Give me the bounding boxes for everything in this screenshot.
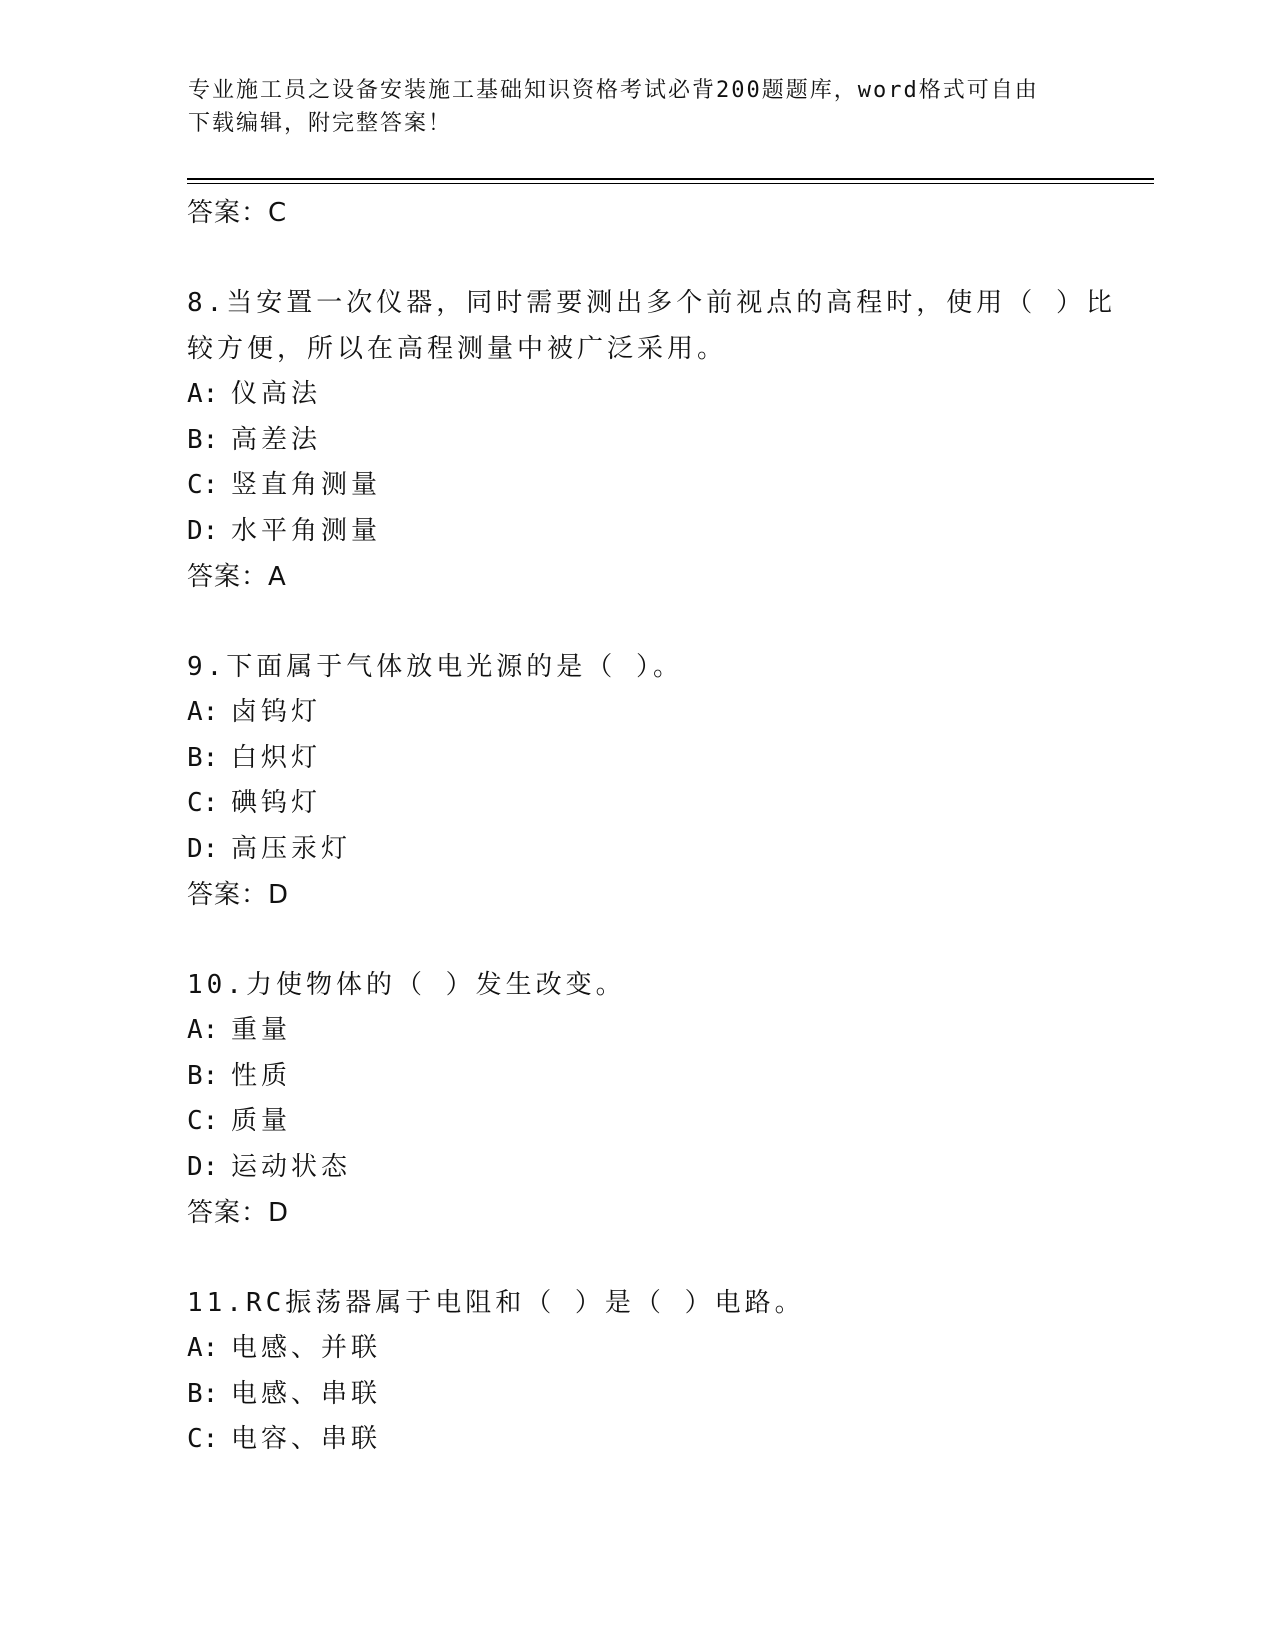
question-text: 9.下面属于气体放电光源的是（ ）。: [187, 652, 683, 682]
option-a: [187, 372, 1127, 418]
question-text: 10.力使物体的（ ）发生改变。: [187, 970, 626, 1000]
option-text: 电感、并联: [231, 1333, 382, 1363]
option-letter: B:: [187, 424, 219, 455]
option-letter: A:: [187, 697, 219, 727]
option-text: 运动状态: [231, 1151, 352, 1182]
option-d: [187, 1145, 1127, 1191]
option-letter: D:: [187, 515, 219, 546]
option-b: [187, 736, 1127, 782]
option-d: [187, 827, 1127, 873]
option-a: [187, 690, 1127, 736]
option-text: 高压汞灯: [231, 833, 352, 864]
option-b: [187, 418, 1127, 464]
option-letter: B:: [187, 742, 219, 773]
document-header: [188, 74, 1088, 140]
question-block-10: [187, 962, 1127, 1236]
option-b: [187, 1054, 1127, 1100]
option-letter: C:: [187, 1424, 219, 1454]
option-letter: A:: [187, 1333, 219, 1363]
option-letter: A:: [187, 1015, 219, 1045]
option-text: 重量: [231, 1015, 292, 1045]
question-block-8: [187, 280, 1127, 600]
option-letter: A:: [187, 379, 219, 409]
option-text: 电感、串联: [231, 1378, 382, 1409]
question-list: [187, 190, 1127, 1463]
option-c: [187, 463, 1127, 509]
option-a: [187, 1008, 1127, 1054]
option-letter: C:: [187, 1106, 219, 1136]
header-line-2: 下载编辑，附完整答案！: [188, 111, 453, 136]
answer-line: 答案：D: [187, 880, 290, 910]
option-text: 仪高法: [231, 379, 322, 409]
option-text: 卤钨灯: [231, 697, 322, 727]
question-block-9: [187, 644, 1127, 918]
option-text: 碘钨灯: [231, 788, 322, 818]
answer-line: 答案：C: [187, 198, 288, 228]
answer-line: 答案：D: [187, 1198, 290, 1228]
option-letter: D:: [187, 833, 219, 864]
question-block-11: [187, 1280, 1127, 1463]
option-b: [187, 1372, 1127, 1418]
question-text: 8.当安置一次仪器，同时需要测出多个前视点的高程时，使用（ ）比较方便，所以在高程测量中被广泛采用。: [187, 288, 1116, 364]
option-c: [187, 1417, 1127, 1463]
answer-line: 答案：A: [187, 562, 287, 592]
option-text: 竖直角测量: [231, 470, 382, 500]
header-rule-thick: [187, 178, 1154, 180]
option-d: [187, 509, 1127, 555]
option-letter: D:: [187, 1151, 219, 1182]
header-line-1: 专业施工员之设备安装施工基础知识资格考试必背200题题库，word格式可自由: [188, 78, 1039, 103]
option-c: [187, 1099, 1127, 1145]
question-text: 11.RC振荡器属于电阻和（ ）是（ ）电路。: [187, 1288, 805, 1318]
option-text: 白炽灯: [231, 742, 322, 773]
header-rule-thin: [187, 183, 1154, 184]
option-a: [187, 1326, 1127, 1372]
option-letter: C:: [187, 470, 219, 500]
option-letter: C:: [187, 788, 219, 818]
option-c: [187, 781, 1127, 827]
option-text: 水平角测量: [231, 515, 382, 546]
option-text: 电容、串联: [231, 1424, 382, 1454]
option-text: 质量: [231, 1106, 292, 1136]
option-letter: B:: [187, 1378, 219, 1409]
option-letter: B:: [187, 1060, 219, 1091]
option-text: 性质: [231, 1060, 292, 1091]
option-text: 高差法: [231, 424, 322, 455]
